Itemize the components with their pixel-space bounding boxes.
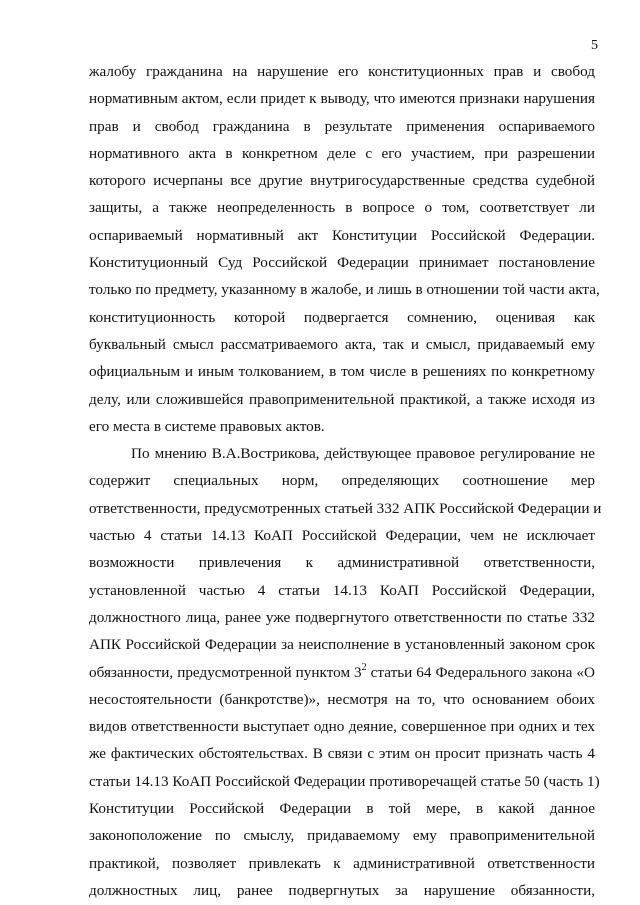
text-line: По мнению В.А.Вострикова, действующее правовое регулирование не bbox=[131, 445, 595, 463]
text-line: оспариваемый нормативный акт Конституции Российской Федерации. bbox=[89, 226, 595, 244]
text-line: статьи 14.13 КоАП Российской Федерации противоречащей статье 50 (часть 1) bbox=[89, 772, 600, 790]
text-line: официальным и иным толкованием, в том числе в решениях по конкретному bbox=[89, 363, 595, 381]
text-line: должностных лиц, ранее подвергнутых за нарушение обязанности, bbox=[89, 881, 595, 899]
text-line: практикой, позволяет привлекать к административной ответственности bbox=[89, 854, 595, 872]
text-line: содержит специальных норм, определяющих соотношение мер bbox=[89, 472, 595, 490]
text-line: установленной частью 4 статьи 14.13 КоАП Российской Федерации, bbox=[89, 581, 595, 599]
text-line: видов ответственности выступает одно деяние, совершенное при одних и тех bbox=[89, 718, 595, 736]
text-line: нормативного акта в конкретном деле с его участием, при разрешении bbox=[89, 144, 595, 162]
text-line: защиты, а также неопределенность в вопросе о том, соответствует ли bbox=[89, 199, 595, 217]
text-line: его места в системе правовых актов. bbox=[89, 417, 325, 435]
text-line: возможности привлечения к административной ответственности, bbox=[89, 554, 595, 572]
text-line-with-superscript bbox=[89, 659, 595, 686]
text-line: только по предмету, указанному в жалобе, и лишь в отношении той части акта, bbox=[89, 281, 600, 299]
page-number: 5 bbox=[591, 38, 598, 53]
text-segment: статьи 64 Федерального закона «О bbox=[366, 663, 595, 681]
text-line: буквальный смысл рассматриваемого акта, так и смысл, придаваемый ему bbox=[89, 335, 595, 353]
text-line: должностного лица, ранее уже подвергнутого ответственности по статье 332 bbox=[89, 608, 595, 626]
text-line: жалобу гражданина на нарушение его конституционных прав и свобод bbox=[89, 63, 595, 80]
text-line: конституционность которой подвергается сомнению, оценивая как bbox=[89, 308, 595, 326]
text-line: законоположение по смыслу, придаваемому ему правоприменительной bbox=[89, 827, 595, 845]
paragraph-1 bbox=[89, 58, 600, 440]
text-line: которого исчерпаны все другие внутригосударственные средства судебной bbox=[89, 172, 595, 190]
text-line: нормативным актом, если придет к выводу, что имеются признаки нарушения bbox=[89, 90, 595, 108]
text-line: Конституционный Суд Российской Федерации принимает постановление bbox=[89, 254, 595, 272]
document-body bbox=[89, 58, 602, 904]
text-line: прав и свобод гражданина в результате применения оспариваемого bbox=[89, 117, 595, 135]
superscript: 2 bbox=[361, 661, 367, 673]
text-line: делу, или сложившейся правоприменительной практикой, а также исходя из bbox=[89, 390, 595, 408]
text-line: же фактических обстоятельствах. В связи с этим он просит признать часть 4 bbox=[89, 745, 595, 763]
text-line: АПК Российской Федерации за неисполнение в установленный законом срок bbox=[89, 636, 595, 654]
text-line: несостоятельности (банкротстве)», несмотря на то, что основанием обоих bbox=[89, 690, 595, 708]
text-segment: обязанности, предусмотренной пунктом 3 bbox=[89, 663, 362, 681]
paragraph-2 bbox=[89, 440, 602, 904]
text-line: ответственности, предусмотренных статьей 332 АПК Российской Федерации и bbox=[89, 499, 602, 517]
text-line: Конституции Российской Федерации в той мере, в какой данное bbox=[89, 800, 595, 818]
text-line: частью 4 статьи 14.13 КоАП Российской Федерации, чем не исключает bbox=[89, 527, 595, 545]
